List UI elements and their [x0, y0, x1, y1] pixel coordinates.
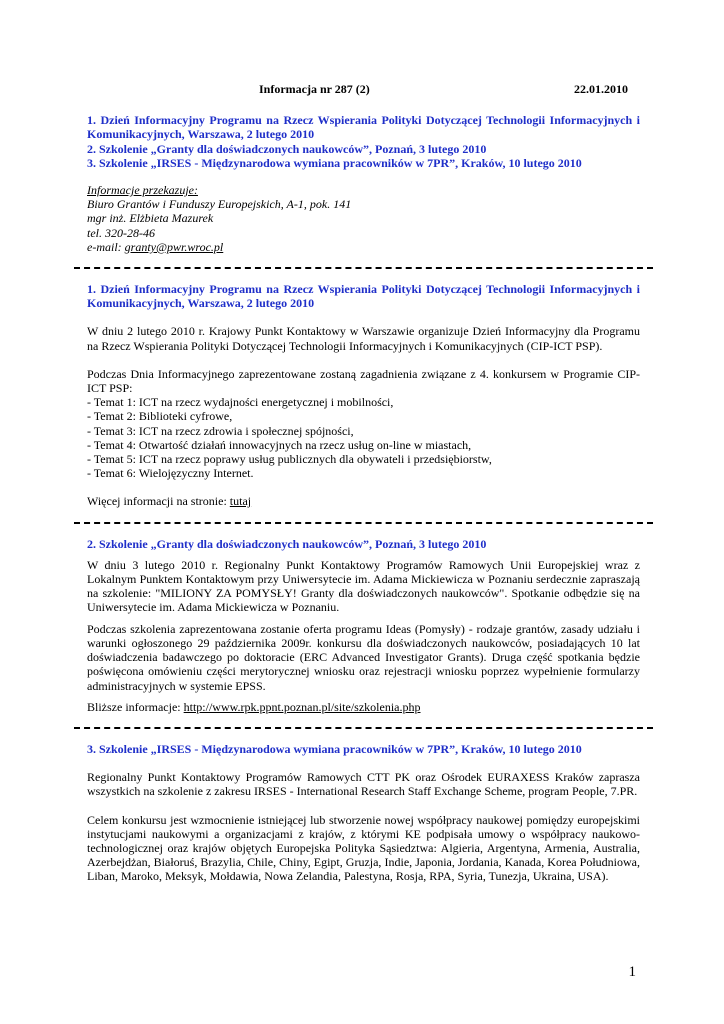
table-of-contents [87, 113, 640, 170]
section-2-more-info [87, 700, 640, 714]
document-date: 22.01.2010 [574, 82, 628, 96]
contact-phone: tel. 320-28-46 [87, 225, 155, 240]
section-1 [87, 282, 640, 509]
section-3 [87, 742, 640, 884]
section-1-more-info [87, 494, 640, 508]
section-2-paragraph-1: W dniu 3 lutego 2010 r. Regionalny Punkt Kontaktowy Programów Ramowych Unii Europejskiej wraz z Lokalnym Punktem Kontaktowym przy Uniwersytecie im. Adama Mickiewicza w Poznaniu serdecznie zapraszają na szkolenie: "MILIONY ZA POMYSŁY! Granty dla doświadczonych naukowców". Spotkanie odbędzie się na Uniwersytecie im. Adama Mickiewicza w Poznaniu. [87, 557, 640, 615]
toc-item-1[interactable]: 1. Dzień Informacyjny Programu na Rzecz Wspierania Polityki Dotyczącej Technologii Informacyjnych i Komunikacyjnych, Warszawa, 2 lutego 2010 [87, 113, 640, 142]
section-3-paragraph-1: Regionalny Punkt Kontaktowy Programów Ramowych CTT PK oraz Ośrodek EURAXESS Kraków zaprasza wszystkich na szkolenie z zakresu IRSES - International Research Staff Exchange Scheme, program People, 7.PR. [87, 770, 640, 799]
toc-item-3[interactable]: 3. Szkolenie „IRSES - Międzynarodowa wymiana pracowników w 7PR”, Kraków, 10 lutego 2010 [87, 155, 582, 170]
section-2 [87, 537, 640, 714]
document-header [87, 82, 640, 96]
contact-email-link[interactable]: granty@pwr.wroc.pl [124, 239, 224, 254]
dashed-divider [74, 267, 653, 269]
section-1-title: 1. Dzień Informacyjny Programu na Rzecz Wspierania Polityki Dotyczącej Technologii Informacyjnych i Komunikacyjnych, Warszawa, 2 lutego 2010 [87, 282, 640, 311]
page-number: 1 [628, 964, 636, 980]
contact-email-line [87, 240, 640, 254]
more-info-link[interactable]: tutaj [229, 494, 252, 509]
document-title: Informacja nr 287 (2) [259, 82, 370, 96]
list-item: - Temat 3: ICT na rzecz zdrowia i społecznej spójności, [87, 423, 354, 438]
section-2-paragraph-2: Podczas szkolenia zaprezentowana zostanie oferta programu Ideas (Pomysły) - rodzaje grantów, zasady udziału i warunki ogłoszonego 29 października 2009r. konkursu dla doświadczonych naukowców, posiadających 10 lat doświadczenia badawczego po doktoracie (ERC Advanced Investigator Grants). Druga część spotkania będzie poświęcona omówieniu części merytorycznej wniosku oraz rejestracji wniosku poprzez wypełnienie formularzy administracyjnych w systemie EPSS. [87, 621, 640, 693]
list-item: - Temat 1: ICT na rzecz wydajności energetycznej i mobilności, [87, 395, 394, 410]
section-3-paragraph-2: Celem konkursu jest wzmocnienie istniejącej lub stworzenie nowej współpracy naukowej pomiędzy europejskimi instytucjami naukowymi a organizacjami z krajów, z którymi KE podpisała umowy o współpracy naukowo-technologicznej oraz krajów objętych Europejska Polityka Sąsiedztwa: Algieria, Argentyna, Armenia, Australia, Azerbejdżan, Białoruś, Brazylia, Chile, Chiny, Egipt, Gruzja, Indie, Japonia, Jordania, Kanada, Korea Południowa, Liban, Maroko, Meksyk, Mołdawia, Nowa Zelandia, Palestyna, Rosja, RPA, Syria, Tunezja, Ukraina, USA). [87, 812, 640, 884]
list-item: - Temat 4: Otwartość działań innowacyjnych na rzecz usług on-line w miastach, [87, 437, 472, 452]
contact-person: mgr inż. Elżbieta Mazurek [87, 211, 214, 226]
topic-list [87, 395, 640, 480]
document-page [87, 82, 640, 884]
contact-office: Biuro Grantów i Funduszy Europejskich, A-1, pok. 141 [87, 197, 352, 212]
more-info-label: Więcej informacji na stronie: [87, 494, 230, 509]
dashed-divider [74, 727, 653, 729]
more-info-link[interactable]: http://www.rpk.ppnt.poznan.pl/site/szkolenia.php [183, 699, 421, 714]
contact-heading: Informacje przekazuje: [87, 183, 198, 198]
section-3-title: 3. Szkolenie „IRSES - Międzynarodowa wymiana pracowników w 7PR”, Kraków, 10 lutego 2010 [87, 741, 582, 756]
list-item: - Temat 6: Wielojęzyczny Internet. [87, 466, 254, 481]
contact-block [87, 183, 640, 254]
section-1-paragraph-1: W dniu 2 lutego 2010 r. Krajowy Punkt Kontaktowy w Warszawie organizuje Dzień Informacyjny dla Programu na Rzecz Wspierania Polityki Dotyczącej Technologii Informacyjnych i Komunikacyjnych (CIP-ICT PSP). [87, 324, 640, 353]
list-item: - Temat 2: Biblioteki cyfrowe, [87, 409, 233, 424]
toc-item-2[interactable]: 2. Szkolenie „Granty dla doświadczonych naukowców”, Poznań, 3 lutego 2010 [87, 141, 487, 156]
section-2-title: 2. Szkolenie „Granty dla doświadczonych naukowców”, Poznań, 3 lutego 2010 [87, 536, 487, 551]
more-info-label: Bliższe informacje: [87, 699, 184, 714]
contact-email-label: e-mail: [87, 239, 125, 254]
dashed-divider [74, 522, 653, 524]
list-item: - Temat 5: ICT na rzecz poprawy usług publicznych dla obywateli i przedsiębiorstw, [87, 452, 492, 467]
section-1-paragraph-2: Podczas Dnia Informacyjnego zaprezentowane zostaną zagadnienia związane z 4. konkursem w Programie CIP-ICT PSP: [87, 366, 640, 396]
